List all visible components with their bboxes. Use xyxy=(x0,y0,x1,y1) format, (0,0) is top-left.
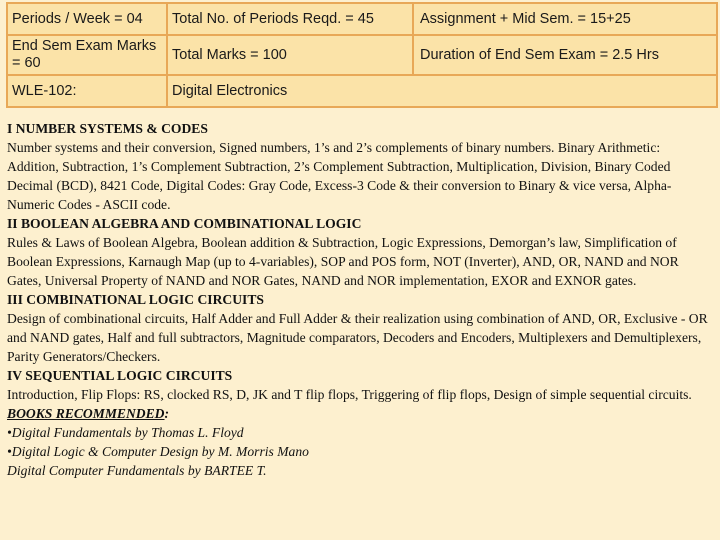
unit-1-body: Number systems and their conversion, Signed numbers, 1’s and 2’s complements of binary numbers. Binary Arithmetic: Addition, Subtraction, 1’s Complement Subtraction, 2’s Complement Subtraction, Multiplication, Division, Binary Coded Decimal (BCD), 8421 Code, Digital Codes: Gray Code, Excess-3 Code & their conversion to Binary & vice versa, Alpha-Numeric Codes - ASCII code. xyxy=(7,140,672,212)
total-periods-text: Total No. of Periods Reqd. = 45 xyxy=(172,10,374,27)
unit-4-body: Introduction, Flip Flops: RS, clocked RS, D, JK and T flip flops, Triggering of flip flops, Design of simple sequential circuits. xyxy=(7,387,692,402)
book-item-2: •Digital Logic & Computer Design by M. Morris Mano xyxy=(7,444,309,459)
unit-4-heading: IV SEQUENTIAL LOGIC CIRCUITS xyxy=(7,368,233,383)
books-heading-line xyxy=(7,404,713,423)
book-item-1: •Digital Fundamentals by Thomas L. Floyd xyxy=(7,425,244,440)
total-marks-cell xyxy=(168,36,412,74)
unit-1-heading: I NUMBER SYSTEMS & CODES xyxy=(7,121,208,136)
books-heading: BOOKS RECOMMENDED xyxy=(7,406,165,421)
unit-3-body: Design of combinational circuits, Half Adder and Full Adder & their realization using combination of AND, OR, Exclusive - OR and NAND gates, Half and full subtractors, Magnitude comparators, Decoders and Encoders, Multiplexers and Demultiplexers, Parity Generators/Checkers. xyxy=(7,311,708,364)
end-sem-marks-text: End Sem Exam Marks = 60 xyxy=(12,38,157,71)
unit-3-heading: III COMBINATIONAL LOGIC CIRCUITS xyxy=(7,292,264,307)
assignment-midsem-text: Assignment + Mid Sem. = 15+25 xyxy=(420,10,631,27)
duration-text: Duration of End Sem Exam = 2.5 Hrs xyxy=(420,46,659,63)
duration-cell xyxy=(414,36,716,74)
course-title-cell xyxy=(168,76,716,106)
books-heading-colon: : xyxy=(164,406,170,421)
total-marks-text: Total Marks = 100 xyxy=(172,46,287,63)
unit-2-heading: II BOOLEAN ALGEBRA AND COMBINATIONAL LOGIC xyxy=(7,216,362,231)
periods-per-week-text: Periods / Week = 04 xyxy=(12,10,143,27)
assignment-midsem-cell xyxy=(414,4,716,34)
course-title-text: Digital Electronics xyxy=(172,82,288,99)
total-periods-cell xyxy=(168,4,412,34)
course-code-text: WLE-102: xyxy=(12,82,77,99)
course-code-cell xyxy=(8,76,166,106)
course-info-table xyxy=(6,2,718,108)
end-sem-marks-cell xyxy=(8,36,166,74)
unit-2-body: Rules & Laws of Boolean Algebra, Boolean addition & Subtraction, Logic Expressions, Demorgan’s law, Simplification of Boolean Expressions, Karnaugh Map (up to 4-variables), SOP and POS form, NOT (Inverter), AND, OR, NAND and NOR Gates, Universal Property of NAND and NOR Gates, NAND and NOR implementation, EXOR and EXNOR gates. xyxy=(7,235,679,288)
periods-per-week-cell xyxy=(8,4,166,34)
book-item-3: Digital Computer Fundamentals by BARTEE T. xyxy=(7,463,267,478)
syllabus-content xyxy=(7,119,713,480)
